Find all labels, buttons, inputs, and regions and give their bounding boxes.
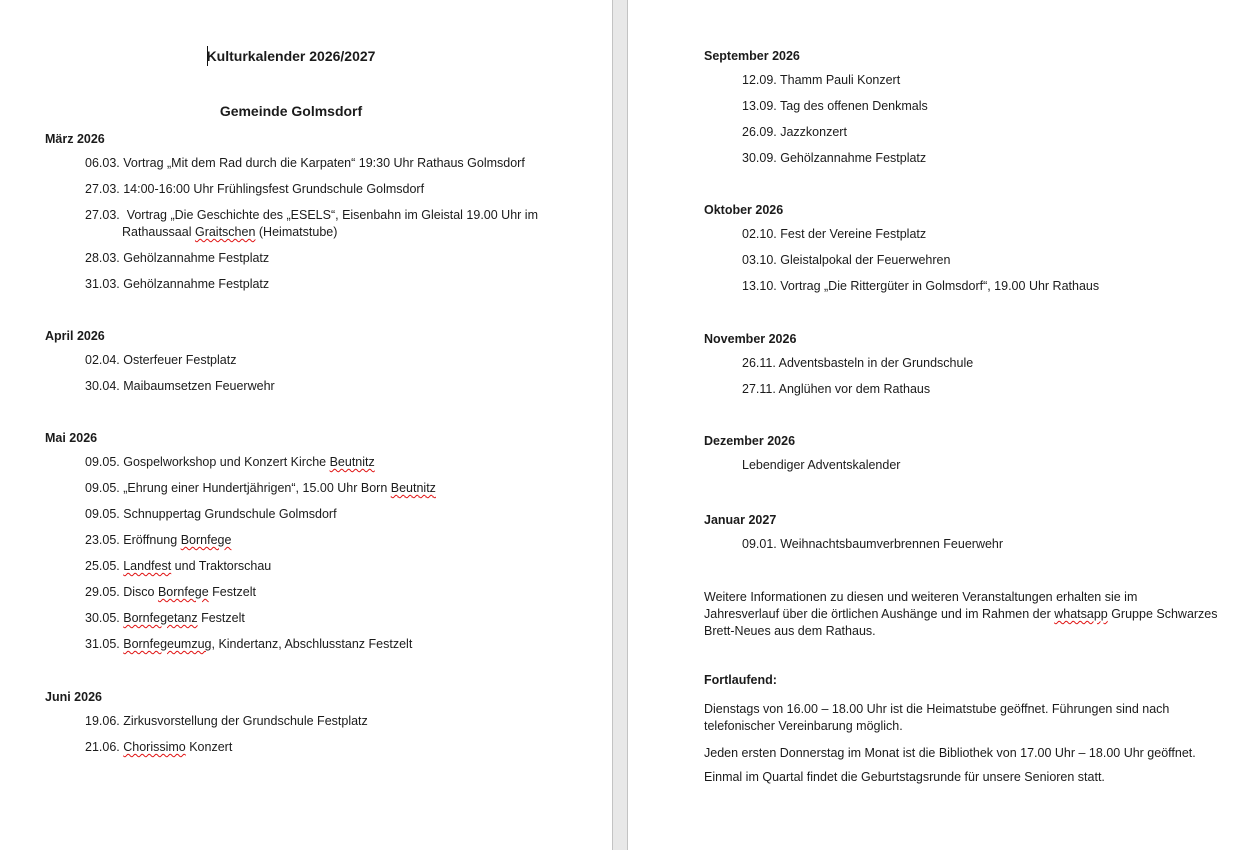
event-line[interactable] [85, 480, 436, 497]
text-segment: und Traktorschau [171, 559, 272, 573]
misspelled-word: whatsapp [1054, 607, 1108, 621]
misspelled-word: Bornfegeumzug [123, 637, 212, 651]
event-line[interactable] [85, 250, 538, 267]
text-line [85, 506, 436, 523]
event-line[interactable] [85, 207, 538, 241]
text-segment: 28.03. Gehölzannahme Festplatz [85, 251, 270, 265]
event-line[interactable] [85, 739, 368, 756]
misspelled-word: Graitschen [194, 225, 256, 239]
event-line[interactable] [742, 355, 973, 372]
text-line [704, 623, 1218, 640]
text-segment: 30.05. [85, 611, 124, 625]
text-segment: Festzelt [208, 585, 256, 599]
text-segment: 30.09. Gehölzannahme Festplatz [742, 151, 927, 165]
section-april-2026 [45, 328, 275, 404]
section-mai-2026 [45, 430, 436, 662]
text-line [742, 278, 1099, 295]
page-gutter [612, 0, 628, 850]
month-heading[interactable]: Mai 2026 [45, 431, 98, 445]
text-line [85, 532, 436, 549]
text-segment: 09.01. Weihnachtsbaumverbrennen Feuerwehr [742, 537, 1004, 551]
text-segment: 13.10. Vortrag „Die Rittergüter in Golmsdorf“, 19.00 Uhr Rathaus [742, 279, 1100, 293]
month-heading[interactable]: September 2026 [704, 49, 800, 63]
text-segment: Dienstags von 16.00 – 18.00 Uhr ist die Heimatstube geöffnet. Führungen sind nach [704, 702, 1170, 716]
misspelled-word: Bornfegetanz [123, 611, 198, 625]
text-line [85, 584, 436, 601]
text-segment: 09.05. „Ehrung einer Hundertjährigen“, 15.00 Uhr Born [85, 481, 391, 495]
event-line[interactable] [742, 226, 1099, 243]
misspelled-word: Landfest [123, 559, 172, 573]
text-segment: 29.05. Disco [85, 585, 158, 599]
text-line [742, 226, 1099, 243]
event-line[interactable] [742, 150, 928, 167]
month-heading[interactable]: November 2026 [704, 332, 797, 346]
text-segment: 06.03. Vortrag „Mit dem Rad durch die Karpaten“ 19:30 Uhr Rathaus Golmsdorf [85, 156, 525, 170]
event-line[interactable] [742, 124, 928, 141]
text-segment: Jeden ersten Donnerstag im Monat ist die Bibliothek von 17.00 Uhr – 18.00 Uhr geöffnet. [704, 746, 1196, 760]
text-line [85, 155, 538, 172]
text-segment: 31.05. [85, 637, 124, 651]
text-segment: 23.05. Eröffnung [85, 533, 181, 547]
event-line[interactable] [85, 352, 275, 369]
misspelled-word: Bornfege [157, 585, 209, 599]
text-line [85, 207, 538, 224]
text-segment: 30.04. Maibaumsetzen Feuerwehr [85, 379, 275, 393]
text-segment: 21.06. [85, 740, 124, 754]
month-heading[interactable]: Dezember 2026 [704, 434, 796, 448]
section-oktober-2026 [704, 202, 1099, 304]
event-line[interactable] [85, 155, 538, 172]
text-line [85, 224, 538, 241]
misspelled-word: Beutnitz [329, 455, 375, 469]
text-segment: 25.05. [85, 559, 124, 573]
text-segment: 09.05. Gospelworkshop und Konzert Kirche [85, 455, 330, 469]
text-segment: 02.04. Osterfeuer Festplatz [85, 353, 237, 367]
event-line[interactable] [85, 558, 436, 575]
event-line[interactable] [85, 584, 436, 601]
text-segment: , Kindertanz, Abschlusstanz Festzelt [211, 637, 413, 651]
event-line[interactable] [85, 378, 275, 395]
section-juni-2026 [45, 689, 368, 765]
section-november-2026 [704, 331, 973, 407]
event-line[interactable] [742, 381, 973, 398]
text-line [85, 276, 538, 293]
event-line[interactable] [742, 252, 1099, 269]
event-line[interactable] [85, 610, 436, 627]
text-line [742, 124, 928, 141]
event-line[interactable] [85, 713, 368, 730]
text-line [742, 536, 1003, 553]
text-segment: 19.06. Zirkusvorstellung der Grundschule Festplatz [85, 714, 368, 728]
continuous-paragraph-senioren[interactable] [704, 769, 1105, 786]
section-september-2026 [704, 48, 928, 176]
event-line[interactable] [85, 532, 436, 549]
section-dezember-2026 [704, 433, 900, 483]
event-line[interactable] [742, 98, 928, 115]
text-segment: 27.11. Anglühen vor dem Rathaus [742, 382, 931, 396]
document-page-left[interactable] [0, 0, 612, 850]
text-line [742, 355, 973, 372]
text-segment: Weitere Informationen zu diesen und weiteren Veranstaltungen erhalten sie im [704, 590, 1138, 604]
text-line [742, 252, 1099, 269]
text-line [704, 769, 1105, 786]
section-januar-2027 [704, 512, 1003, 562]
text-line [85, 250, 538, 267]
text-segment: Festzelt [197, 611, 245, 625]
text-segment: Einmal im Quartal findet die Geburtstagsrunde für unsere Senioren statt. [704, 770, 1105, 784]
text-line [85, 713, 368, 730]
section-maerz-2026 [45, 131, 538, 302]
text-segment: 03.10. Gleistalpokal der Feuerwehren [742, 253, 951, 267]
month-heading[interactable]: März 2026 [45, 132, 105, 146]
event-line[interactable] [85, 181, 538, 198]
text-segment: 13.09. Tag des offenen Denkmals [742, 99, 928, 113]
text-line [85, 181, 538, 198]
event-line[interactable] [85, 454, 436, 471]
continuous-paragraph-heimatstube[interactable] [704, 701, 1169, 735]
text-line [85, 610, 436, 627]
text-segment: 27.03. Vortrag „Die Geschichte des „ESELS“, Eisenbahn im Gleistal 19.00 Uhr im [85, 208, 538, 222]
doc-title[interactable]: Kulturkalender 2026/2027 [206, 48, 376, 64]
text-line [85, 480, 436, 497]
text-line [85, 636, 436, 653]
event-line[interactable] [85, 276, 538, 293]
month-heading[interactable]: Januar 2027 [704, 513, 777, 527]
text-segment: 26.11. Adventsbasteln in der Grundschule [742, 356, 974, 370]
event-line[interactable] [85, 506, 436, 523]
text-line [742, 150, 928, 167]
event-line[interactable] [742, 278, 1099, 295]
text-segment: Rathaussaal [122, 225, 195, 239]
text-line [704, 589, 1218, 606]
text-line [742, 98, 928, 115]
text-segment: Brett-Neues aus dem Rathaus. [704, 624, 876, 638]
text-line [85, 352, 275, 369]
misspelled-word: Bornfege [180, 533, 232, 547]
text-line [704, 606, 1218, 623]
text-line [742, 381, 973, 398]
event-line[interactable] [742, 72, 928, 89]
continuous-paragraph-bibliothek[interactable] [704, 745, 1196, 762]
text-segment: Lebendiger Adventskalender [742, 458, 901, 472]
info-paragraph[interactable] [704, 589, 1218, 640]
text-line [85, 739, 368, 756]
event-line[interactable] [85, 636, 436, 653]
text-segment: 26.09. Jazzkonzert [742, 125, 847, 139]
month-heading[interactable]: Oktober 2026 [704, 203, 784, 217]
doc-subtitle[interactable]: Gemeinde Golmsdorf [219, 103, 363, 119]
text-segment: (Heimatstube) [255, 225, 338, 239]
text-segment: 31.03. Gehölzannahme Festplatz [85, 277, 270, 291]
text-line [704, 745, 1196, 762]
text-line [85, 454, 436, 471]
fortlaufend-heading[interactable]: Fortlaufend: [704, 673, 777, 687]
text-line [704, 701, 1169, 718]
text-segment: Gruppe Schwarzes [1107, 607, 1218, 621]
month-heading[interactable]: Juni 2026 [45, 690, 102, 704]
text-segment: 09.05. Schnuppertag Grundschule Golmsdorf [85, 507, 337, 521]
month-heading[interactable]: April 2026 [45, 329, 105, 343]
text-segment: telefonischer Vereinbarung möglich. [704, 719, 903, 733]
text-segment: 12.09. Thamm Pauli Konzert [742, 73, 901, 87]
document-page-right[interactable] [628, 0, 1247, 850]
event-line[interactable] [742, 536, 1003, 553]
text-line [742, 72, 928, 89]
text-segment: Konzert [185, 740, 233, 754]
misspelled-word: Chorissimo [123, 740, 186, 754]
text-segment: 27.03. 14:00-16:00 Uhr Frühlingsfest Grundschule Golmsdorf [85, 182, 425, 196]
event-line[interactable] [742, 457, 900, 474]
text-segment: Jahresverlauf über die örtlichen Aushänge und im Rahmen der [704, 607, 1055, 621]
text-line [704, 718, 1169, 735]
text-line [85, 558, 436, 575]
text-line [742, 457, 900, 474]
text-line [85, 378, 275, 395]
text-segment: 02.10. Fest der Vereine Festplatz [742, 227, 927, 241]
misspelled-word: Beutnitz [390, 481, 436, 495]
